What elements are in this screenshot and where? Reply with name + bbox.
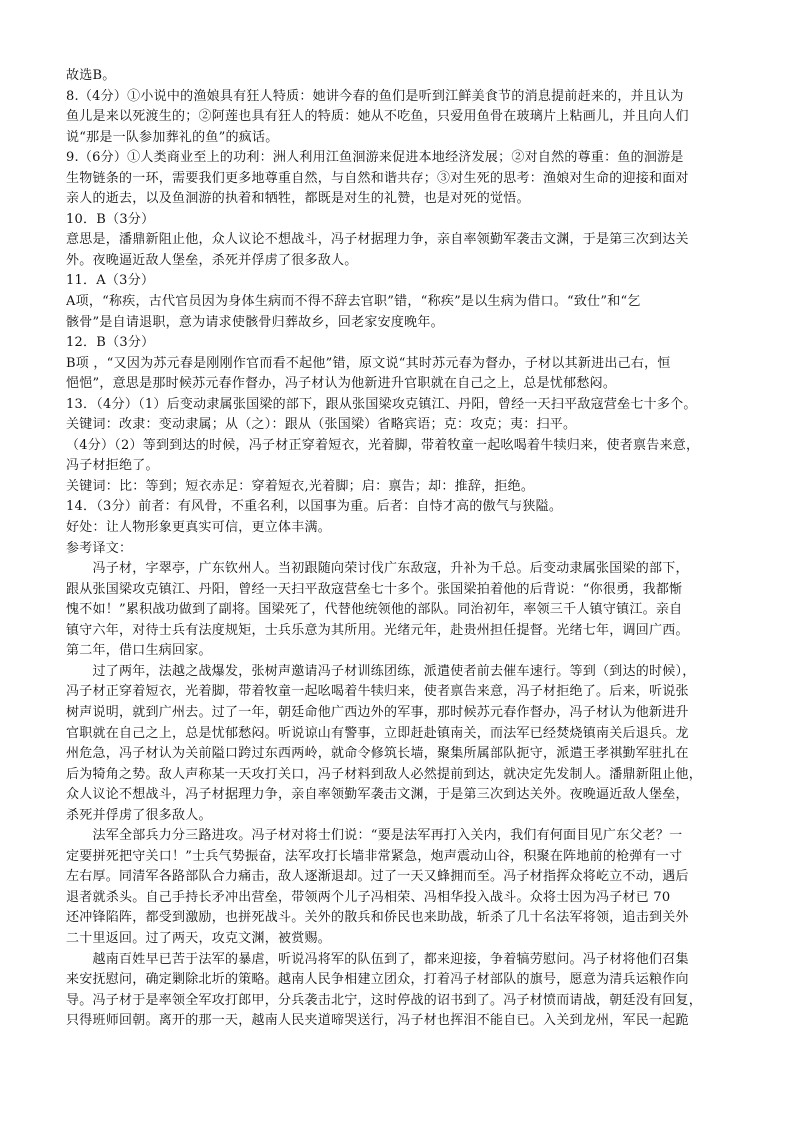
text-line: 来安抚慰问，确定剿除北圻的策略。越南人民争相建立团众，打着冯子材部队的旗号，愿意为清兵运粮作向	[66, 972, 689, 988]
text-line: 众人议论不想战斗，冯子材据理力争，亲自率领勤军袭击文渊，于是第三次到达关外。夜晚逼近敌人堡垒，	[66, 787, 689, 803]
text-line: 二十里返回。过了两天，攻克文渊，被赏赐。	[66, 930, 332, 946]
text-line: 外。夜晚逼近敌人堡垒，杀死并俘虏了很多敌人。	[66, 252, 358, 268]
text-line: 树声说明，就到广州去。过了一年，朝廷命他广西边外的军事，那时候苏元春作督办，冯子材认为他新进升	[66, 704, 689, 720]
text-line: 过了两年，法越之战爆发，张树声邀请冯子材训练团练，派遣使者前去催车速行。等到（到达的时候），	[66, 663, 696, 679]
text-line: 杀死并俘虏了很多敌人。	[66, 807, 212, 823]
text-line: 13．（4分）（1）后变动隶属张国梁的部下，跟从张国梁攻克镇江、丹阳，曾经一天扫平敌寇营垒七十多个。	[66, 396, 697, 412]
text-line: 11．A（3分）	[66, 273, 155, 289]
text-line: 亲人的逝去，以及鱼洄游的执着和牺牲，都既是对生的礼赞，也是对死的觉悟。	[66, 191, 530, 207]
text-line: 12．B（3分）	[66, 335, 155, 351]
text-line: 还冲锋陷阵，都受到激励，也拼死战斗。关外的散兵和侨民也来助战，斩杀了几十名法军将领，追击到关外	[66, 910, 689, 926]
document-page	[66, 66, 728, 1032]
text-line: 意思是，潘鼎新阻止他，众人议论不想战斗，冯子材据理力争，亲自率领勤军袭击文渊，于是第三次到达关	[66, 232, 689, 248]
text-line: A项，“称疾，古代官员因为身体生病而不得不辞去官职”错，“称疾”是以生病为借口。“致仕”和“乞	[66, 294, 641, 310]
text-line: （4分）（2）等到到达的时候，冯子材正穿着短衣，光着脚，带着牧童一起吆喝着牛犊归来，使者禀告来意，	[66, 437, 700, 453]
text-line: 只得班师回朝。离开的那一天，越南人民夹道啼哭送行，冯子材也挥泪不能自已。入关到龙州，军民一起跪	[66, 1013, 689, 1029]
text-line: 官职就在自己之上，总是忧郁愁闷。听说谅山有警事，立即赶赴镇南关，而法军已经焚烧镇南关后退兵。龙	[66, 725, 689, 741]
text-line: B项 ，“又因为苏元春是刚刚作官而看不起他”错，原文说“其时苏元春为督办，子材以其新进出己右，恒	[66, 355, 671, 371]
text-line: 愧不如！”累积战功做到了副将。国梁死了，代替他统领他的部队。同治初年，率领三千人镇守镇江。亲自	[66, 602, 683, 618]
text-line: 冯子材拒绝了。	[66, 458, 159, 474]
text-line: 冯子材，字翠亭，广东钦州人。当初跟随向荣讨伐广东敌寇，升补为千总。后变动隶属张国梁的部下，	[66, 561, 689, 577]
text-line: 后为犄角之势。敌人声称某一天攻打关口，冯子材料到敌人必然提前到达，就决定先发制人。潘鼎新阻止他，	[66, 766, 703, 782]
text-line: 镇守六年，对待士兵有法度规矩，士兵乐意为其所用。光绪元年，赴贵州担任提督。光绪七年，调回广西。	[66, 622, 689, 638]
text-line: 故选B。	[66, 68, 116, 83]
text-line: 鱼儿是来以死渡生的；②阿莲也具有狂人的特质：她从不吃鱼，只爱用鱼骨在玻璃片上粘画儿，并且向人们	[66, 109, 689, 125]
text-line: 8.（4分）①小说中的渔娘具有狂人特质：她讲今春的鱼们是听到江鲜美食节的消息提前赶来的，并且认为	[66, 88, 684, 104]
text-line: 跟从张国梁攻克镇江、丹阳，曾经一天扫平敌寇营垒七十多个。张国梁拍着他的后背说：“你很勇，我都惭	[66, 581, 683, 597]
text-line: 好处：让人物形象更真实可信，更立体丰满。	[66, 520, 332, 536]
text-line: 关键词：改隶：变动隶属；从（之）：跟从（张国梁）省略宾语；克：攻克；夷：扫平。	[66, 417, 577, 433]
text-line: 定要拼死把守关口！”士兵气势振奋，法军攻打长墙非常紧急，炮声震动山谷，积聚在阵地前的枪弹有一寸	[66, 848, 683, 864]
text-line: 14．（3分）前者：有风骨，不重名利，以国事为重。后者：自恃才高的傲气与狭隘。	[66, 499, 563, 515]
text-line: 骸骨”是自请退职，意为请求使骸骨归葬故乡，回老家安度晚年。	[66, 314, 444, 330]
text-line: 左右厚。同清军各路部队合力痛击，敌人逐渐退却。过了一天又蜂拥而至。冯子材指挥众将屹立不动，遇后	[66, 869, 689, 885]
text-line: 越南百姓早已苦于法军的暴虐，听说冯将军的队伍到了，都来迎接，争着犒劳慰问。冯子材将他们召集	[66, 951, 689, 967]
text-line: 法军全部兵力分三路进攻。冯子材对将士们说：“要是法军再打入关内，我们有何面目见广东父老？一	[66, 828, 683, 844]
text-line: 说“那是一队参加葬礼的鱼”的疯话。	[66, 129, 279, 145]
text-line: 州危急，冯子材认为关前隘口跨过东西两岭，就命令修筑长墙，聚集所属部队扼守，派遣王孝祺勤军驻扎在	[66, 746, 689, 762]
text-line: 参考译文：	[66, 540, 133, 556]
text-line: 生物链条的一环，需要我们更多地尊重自然，与自然和谐共存；③对生死的思考：渔娘对生命的迎接和面对	[66, 170, 689, 186]
text-line: 导。冯子材于是率领全军攻打郎甲，分兵袭击北宁，这时停战的诏书到了。冯子材愤而请战，朝廷没有回复，	[66, 992, 703, 1008]
text-line: 10．B（3分）	[66, 211, 155, 227]
text-line: 悒悒”，意思是那时候苏元春作督办，冯子材认为他新进升官职就在自己之上，总是忧郁愁闷。	[66, 376, 617, 392]
text-line: 关键词：比：等到；短衣赤足：穿着短衣,光着脚；启：禀告；却：推辞，拒绝。	[66, 478, 535, 494]
text-line: 冯子材正穿着短衣，光着脚，带着牧童一起吆喝着牛犊归来，使者禀告来意，冯子材拒绝了。后来，听说张	[66, 684, 689, 700]
text-line: 9.（6分）①人类商业至上的功利：洲人利用江鱼洄游来促进本地经济发展；②对自然的尊重：鱼的洄游是	[66, 150, 684, 166]
text-line: 退者就杀头。自己手持长矛冲出营垒，带领两个儿子冯相荣、冯相华投入战斗。众将士因为冯子材已 70	[66, 889, 671, 905]
text-line: 第二年，借口生病回家。	[66, 643, 212, 659]
